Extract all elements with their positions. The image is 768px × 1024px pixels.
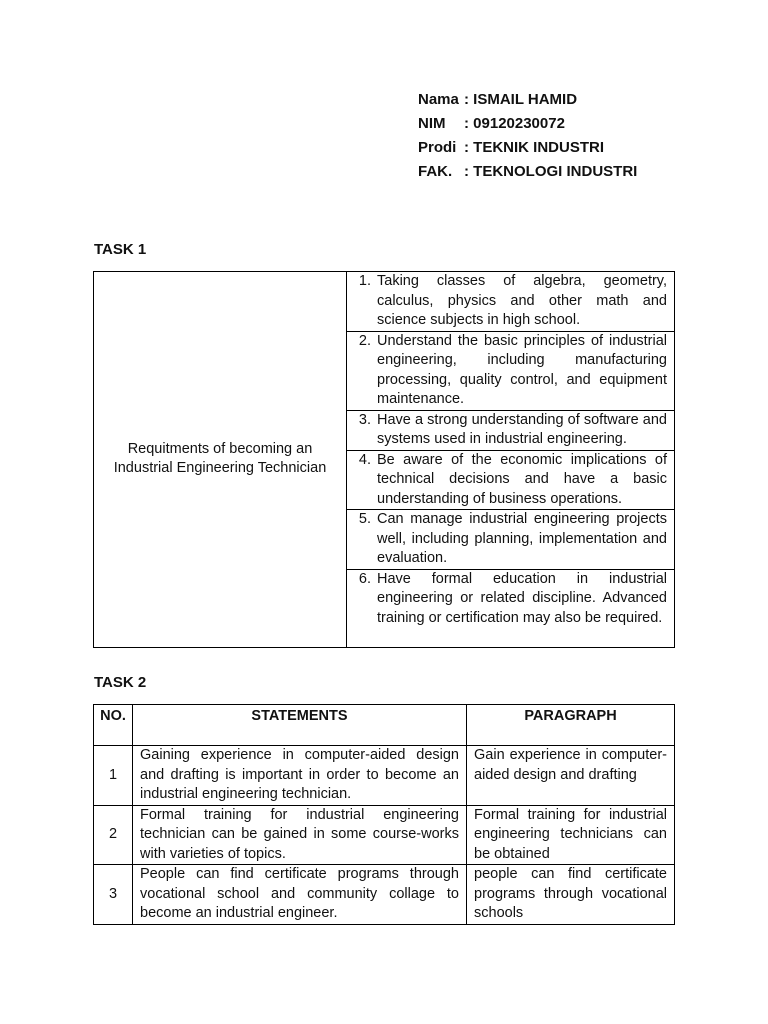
paragraph-cell: Gain experience in computer-aided design and drafting — [467, 746, 675, 806]
info-value: : ISMAIL HAMID — [464, 91, 578, 108]
statement-cell: People can find certificate programs through vocational school and community collage to become an industrial engineer. — [133, 865, 467, 925]
item-number: 4. — [358, 451, 371, 468]
item-text: Understand the basic principles of industrial engineering, including manufacturing processing, quality control, and equipment maintenance. — [377, 332, 667, 407]
item-text: Have formal education in industrial engineering or related discipline. Advanced training or certification may also be required. — [377, 570, 667, 626]
row-number: 3 — [94, 865, 133, 925]
table-row — [94, 865, 675, 925]
info-row-nim — [418, 112, 637, 136]
requirement-cell — [347, 410, 675, 450]
item-text: Have a strong understanding of software and systems used in industrial engineering. — [377, 411, 667, 447]
student-info — [418, 88, 637, 184]
header-no: NO. — [94, 705, 133, 746]
header-statements: STATEMENTS — [133, 705, 467, 746]
requirement-cell — [347, 272, 675, 332]
table-row — [94, 805, 675, 865]
requirement-cell — [347, 569, 675, 647]
task2-table — [93, 704, 675, 925]
table-row — [94, 746, 675, 806]
row-number: 2 — [94, 805, 133, 865]
requirement-cell — [347, 510, 675, 570]
paragraph-cell: Formal training for industrial engineering technicians can be obtained — [467, 805, 675, 865]
header-paragraph: PARAGRAPH — [467, 705, 675, 746]
item-number: 2. — [358, 332, 371, 349]
task2-title: TASK 2 — [94, 674, 147, 691]
info-label: Prodi — [418, 139, 457, 156]
info-row-name — [418, 88, 637, 112]
item-text: Can manage industrial engineering projects well, including planning, implementation and evaluation. — [377, 511, 667, 566]
task1-table — [93, 271, 675, 648]
requirement-cell — [347, 450, 675, 510]
requirement-cell — [347, 331, 675, 410]
paragraph-cell: people can find certificate programs through vocational schools — [467, 865, 675, 925]
item-number: 6. — [358, 570, 371, 587]
info-row-fak — [418, 160, 637, 184]
info-label: NIM — [418, 115, 446, 132]
info-label: Nama — [418, 91, 459, 108]
item-text: Be aware of the economic implications of technical decisions and have a basic understanding of business operations. — [377, 451, 667, 507]
info-row-prodi — [418, 136, 637, 160]
task1-title: TASK 1 — [94, 241, 147, 258]
item-number: 5. — [358, 511, 371, 527]
requirements-heading-cell: Requitments of becoming an Industrial Engineering Technician — [94, 272, 347, 648]
row-number: 1 — [94, 746, 133, 806]
item-text: Taking classes of algebra, geometry, calculus, physics and other math and science subjects in high school. — [377, 273, 667, 328]
info-label: FAK. — [418, 163, 453, 180]
info-value: : TEKNIK INDUSTRI — [464, 139, 604, 156]
statement-cell: Gaining experience in computer-aided design and drafting is important in order to become an industrial engineering technician. — [133, 746, 467, 806]
item-number: 1. — [358, 273, 371, 289]
info-value: : 09120230072 — [464, 115, 565, 132]
item-number: 3. — [358, 411, 371, 428]
info-value: : TEKNOLOGI INDUSTRI — [464, 163, 638, 180]
statement-cell: Formal training for industrial engineering technician can be gained in some course-works with varieties of topics. — [133, 805, 467, 865]
